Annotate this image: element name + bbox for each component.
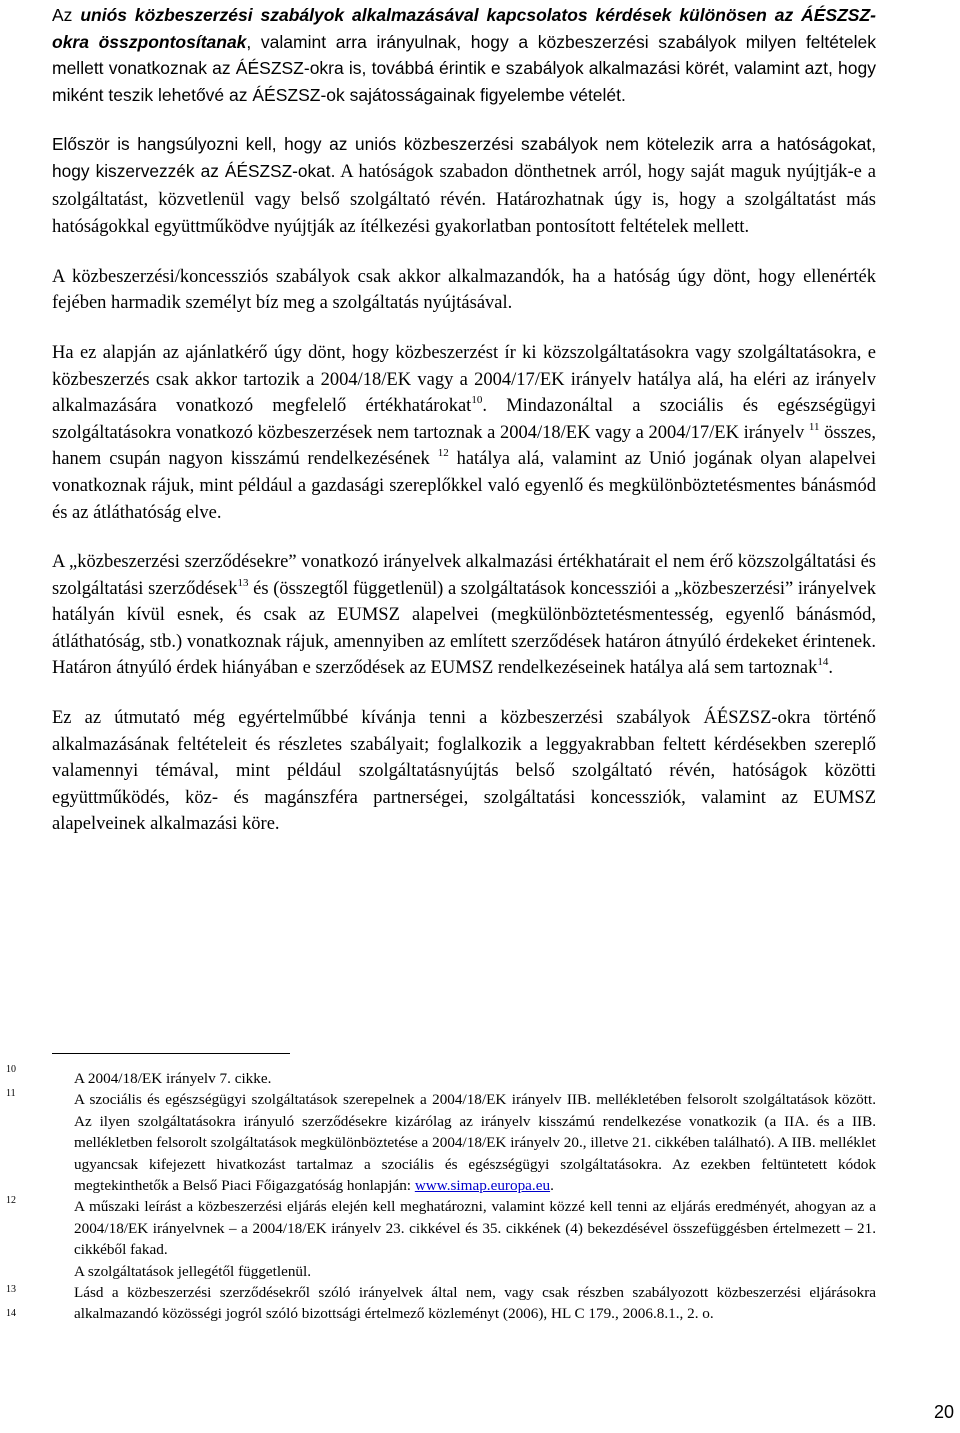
paragraph-5-part-b: és (összegtől függetlenül) a szolgáltatások koncessziói a „közbeszerzési” irányelvek hatályán kívül esnek, és csak az EUMSZ alapelvei (megkülönböztetésmentesség, egyenlő bánásmód, átláthatóság, stb.) vonatkoznak rájuk, amennyiben az említett szerződések határon átnyúló érdekeket érintenek. Határon átnyúló érdek hiányában e szerződések az EUMSZ rendelkezéseinek hatálya alá sem tartoznak [52,578,876,679]
footnotes [74,1068,876,1325]
footnote-number-14: 14 [6,1308,16,1319]
footnote-ref-13[interactable]: 13 [237,576,249,589]
paragraph-4-part-b: . Mindazonáltal a szociális és egészségügyi szolgáltatásokra vonatkozó közbeszerzések nem tartoznak a 2004/18/EK vagy a 2004/17/EK irányelv [52,396,876,443]
paragraph-1-emphasis: uniós közbeszerzési szabályok alkalmazásával kapcsolatos kérdések különösen az ÁÉSZSZ-okra összpontosítanak [52,5,876,52]
paragraph-4-part-c: összes, hanem csupán nagyon kisszámú rendelkezésének [52,422,877,470]
paragraph-2-part-b: A hatóságok szabadon dönthetnek arról, hogy saját maguk nyújtják-e a szolgáltatást, közvetlenül vagy belső szolgáltató révén. Határozhatnak úgy is, hogy a szolgáltatást más hatóságokkal együttműködve nyújtják az ítélkezési gyakorlatban pontosított feltételek mellett. [52,161,876,238]
footnote-10: A 2004/18/EK irányelv 7. cikke. [74,1070,272,1087]
paragraph-2 [52,131,876,240]
paragraph-6: Ez az útmutató még egyértelműbbé kívánja tenni a közbeszerzési szabályok ÁÉSZSZ-okra történő alkalmazásának feltételeit és részletes szabályait; foglalkozik a leggyakrabban feltett kérdésekben szereplő valamennyi témával, mint például szolgáltatásnyújtás belső szolgáltató révén, hatóságok közötti együttműködés, köz- és magánszféra partnerségei, szolgáltatási koncessziók, valamint az EUMSZ alapelveinek alkalmazási köre. [52,708,876,835]
page-number: 20 [933,1402,954,1422]
footnote-number-13: 13 [6,1284,16,1295]
footnote-14: Lásd a közbeszerzési szerződésekről szóló irányelvek által nem, vagy csak részben szabályozott közbeszerzési eljárásokra alkalmazandó közösségi jogról szóló bizottsági értelmező közleményt (2006), HL C 179., 2006.8.1., 2. o. [74,1284,876,1323]
footnote-number-12: 12 [6,1195,16,1206]
footnote-ref-12[interactable]: 12 [437,447,449,460]
paragraph-5 [52,549,876,682]
paragraph-1-rest: , valamint arra irányulnak, hogy a közbeszerzési szabályok milyen feltételek mellett vonatkoznak az ÁÉSZSZ-okra is, továbbá érintik e szabályok alkalmazási körét, valamint azt, hogy miként teszik lehetővé az ÁÉSZSZ-ok sajátosságainak figyelembe vételét. [52,31,876,105]
paragraph-1-lead: Az [52,5,81,25]
paragraph-4 [52,340,876,526]
paragraph-4-part-d: hatálya alá, valamint az Unió jogának olyan alapelvei vonatkoznak rájuk, mint például a gazdasági szereplőkkel való egyenlő és megkülönböztetésmentes bánásmód és az átláthatóság elve. [52,449,876,523]
paragraph-2-part-a: Először is hangsúlyozni kell, hogy az uniós közbeszerzési szabályok nem kötelezik arra a hatóságokat, hogy kiszervezzék az ÁÉSZSZ-okat. [52,134,876,181]
paragraph-1 [52,2,876,108]
footnote-ref-10[interactable]: 10 [471,394,483,407]
footnote-ref-11[interactable]: 11 [808,420,820,433]
footnote-separator [52,1053,290,1054]
paragraph-5-part-a: A „közbeszerzési szerződésekre” vonatkozó irányelvek alkalmazási értékhatárait el nem érő közszolgáltatási és szolgáltatási szerződések [52,552,876,599]
simap-link[interactable]: www.simap.europa.eu [414,1177,551,1195]
footnote-number-10: 10 [6,1064,16,1075]
footnote-ref-14[interactable]: 14 [817,656,829,669]
paragraph-5-part-c: . [828,658,833,679]
footnote-11-text: A szociális és egészségügyi szolgáltatások szerepelnek a 2004/18/EK irányelv IIB. mellékletében felsorolt szolgáltatások között. Az ilyen szolgáltatásokra irányuló szerződésekre kizárólag az irányelv kisszámú rendelkezése vonatkozik (a IIA. és a IIB. mellékletben felsorolt szolgáltatások megkülönböztetése a 2004/18/EK irányelv 20., illetve 21. cikkében található). A IIB. melléklet ugyancsak kifejezett hivatkozást tartalmaz a szociális és egészségügyi szolgáltatásokra. Az ezekben feltüntetett kódok megtekinthetők a Belső Piaci Főigazgatóság honlapján: [74,1091,876,1195]
footnote-number-11: 11 [6,1088,16,1099]
paragraph-3: A közbeszerzési/koncessziós szabályok csak akkor alkalmazandók, ha a hatóság úgy dönt, hogy ellenérték fejében harmadik személyt bíz meg a szolgáltatás nyújtásával. [52,266,876,314]
footnote-11-end: . [550,1177,554,1195]
body-text [52,2,876,861]
footnote-13: A szolgáltatások jellegétől függetlenül. [74,1262,312,1280]
footnote-11 [74,1089,876,1196]
footnote-12: A műszaki leírást a közbeszerzési eljárás elején kell meghatározni, valamint közzé kell tenni az eljárás eredményét, ahogyan az a 2004/18/EK irányelvnek – a 2004/18/EK irányelv 23. cikkével és 35. cikkének (4) bekezdésével összefüggésben értelmezett – 21. cikkéből fakad. [74,1198,876,1259]
paragraph-4-part-a: Ha ez alapján az ajánlatkérő úgy dönt, hogy közbeszerzést ír ki közszolgáltatásokra vagy szolgáltatásokra, e közbeszerzés csak akkor tartozik a 2004/18/EK vagy a 2004/17/EK irányelv hatálya alá, ha eléri az irányelv alkalmazására vonatkozó megfelelő értékhatárokat [52,342,876,417]
